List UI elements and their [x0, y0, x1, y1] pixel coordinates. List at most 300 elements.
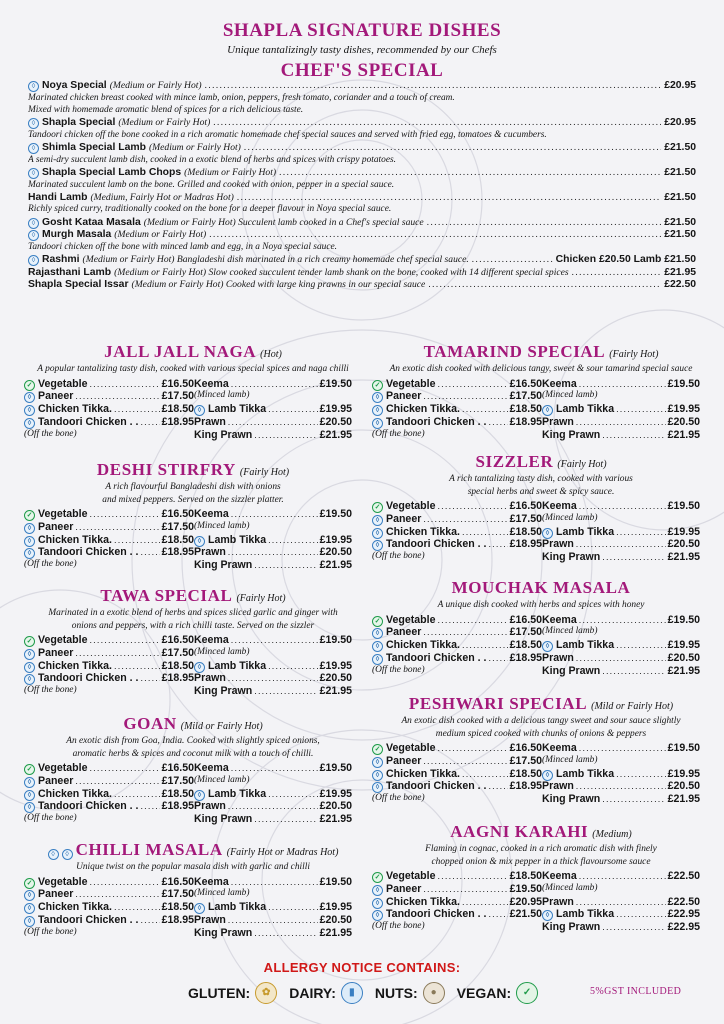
option-label: Keema — [542, 613, 577, 626]
leader-dots — [462, 640, 508, 650]
option-price: £17.50 — [509, 390, 542, 403]
menu-option-row — [24, 788, 194, 801]
leader-dots — [488, 539, 507, 549]
menu-option-row — [194, 914, 352, 927]
option-price: £16.50 — [161, 377, 194, 390]
option-label: King Prawn — [194, 428, 253, 441]
option-price: £18.95 — [161, 672, 194, 685]
option-label: Chicken Tikka. — [38, 403, 112, 416]
option-label: Tandoori Chicken . . — [38, 672, 139, 685]
option-label: Chicken Tikka. — [386, 525, 460, 538]
menu-option-row — [194, 416, 352, 429]
dish-price: £21.50 — [664, 216, 696, 228]
option-price: £22.50 — [667, 870, 700, 882]
option-price: £20.95 — [509, 895, 542, 908]
leader-dots — [572, 267, 662, 277]
option-price: £17.50 — [161, 888, 194, 901]
leader-dots — [213, 117, 661, 127]
leader-dots — [616, 769, 665, 779]
option-label: Tandoori Chicken . . — [38, 800, 139, 813]
dairy-icon: ◊ — [372, 418, 383, 429]
leader-dots — [268, 404, 317, 414]
option-price: £20.50 — [319, 672, 352, 685]
section-heading — [24, 342, 362, 362]
price-column-left — [24, 762, 194, 826]
chefs-special-heading: CHEF'S SPECIAL — [280, 60, 444, 81]
leader-dots — [462, 527, 508, 537]
option-label: Paneer — [386, 754, 422, 767]
leader-dots — [89, 877, 159, 887]
allergy-label: DAIRY: — [289, 985, 336, 1001]
menu-option-row — [372, 652, 542, 665]
option-price: £18.50 — [161, 901, 194, 914]
dairy-icon: ◊ — [194, 662, 205, 673]
leader-dots — [616, 640, 665, 650]
menu-option-row — [372, 403, 542, 416]
allergy-label: GLUTEN: — [188, 985, 251, 1001]
dairy-icon: ◊ — [194, 790, 205, 801]
dairy-icon: ▮ — [341, 982, 363, 1004]
section-heading — [24, 586, 362, 606]
menu-option-row — [194, 378, 352, 391]
leader-dots — [244, 142, 661, 152]
minced-lamb-note: (Minced lamb) — [194, 390, 250, 401]
dairy-icon: ◊ — [28, 118, 39, 129]
price-column-left — [372, 742, 542, 806]
dairy-icon: ◊ — [24, 418, 35, 429]
section-description — [24, 607, 362, 632]
leader-dots — [437, 379, 507, 389]
leader-dots — [254, 430, 317, 440]
dish-note: (Medium or Fairly Hot) Succulent lamb cooked in a Chef's special sauce — [143, 216, 424, 228]
option-label: King Prawn — [542, 793, 601, 806]
leader-dots — [579, 379, 666, 389]
leader-dots — [75, 391, 159, 401]
option-price: £21.95 — [319, 926, 352, 939]
menu-option-row — [24, 634, 194, 647]
minced-lamb-note: (Minced lamb) — [194, 646, 250, 657]
leader-dots — [602, 552, 665, 562]
option-label: Tandoori Chicken . . — [386, 908, 487, 921]
off-the-bone-note: (Off the bone) — [24, 685, 77, 696]
leader-dots — [140, 547, 159, 557]
leader-dots — [140, 915, 159, 925]
dairy-icon: ◊ — [24, 649, 35, 660]
off-the-bone-note: (Off the bone) — [372, 793, 425, 804]
option-label: Chicken Tikka. — [386, 639, 460, 652]
option-price: £19.95 — [319, 901, 352, 914]
description-line: special herbs and sweet & spicy sauce. — [467, 486, 615, 497]
menu-option-row — [542, 551, 700, 564]
description-line: and mixed peppers. Served on the sizzler platter. — [102, 494, 284, 505]
menu-option-row — [24, 800, 194, 813]
option-price: £20.50 — [667, 538, 700, 551]
option-price: £18.50 — [509, 639, 542, 652]
dairy-icon: ◊ — [194, 405, 205, 416]
leader-dots — [576, 539, 666, 549]
leader-dots — [423, 514, 507, 524]
option-label: King Prawn — [542, 428, 601, 441]
leader-dots — [602, 922, 665, 932]
dairy-icon: ◊ — [372, 528, 383, 539]
menu-option-row — [194, 672, 352, 685]
dish-description: Marinated succulent lamb on the bone. Grilled and cooked with onion, pepper in a special sauce. — [28, 179, 395, 190]
option-label: Keema — [542, 500, 577, 512]
menu-option-row — [542, 665, 700, 678]
leader-dots — [114, 535, 160, 545]
leader-dots — [579, 871, 666, 881]
option-price: £19.95 — [319, 403, 352, 416]
dish-price: £20.95 — [664, 80, 696, 91]
dairy-icon: ◊ — [194, 903, 205, 914]
gst-note: 5%GST INCLUDED — [590, 986, 682, 997]
price-grid — [24, 876, 362, 940]
option-label: Vegetable — [386, 870, 436, 882]
menu-option-row — [372, 513, 542, 526]
dish-note: (Medium or Fairly Hot) Slow cooked succulent tender lamb shank on the bone, cooked with 14 different special spices — [114, 266, 569, 278]
option-price: £19.50 — [319, 634, 352, 646]
option-price: £18.50 — [509, 403, 542, 416]
leader-dots — [423, 627, 507, 637]
off-the-bone-note: (Off the bone) — [24, 813, 77, 824]
description-line: A unique dish cooked with herbs and spices with honey — [437, 600, 645, 610]
section-name: PESHWARI SPECIAL — [408, 694, 588, 713]
section-tamarind-special — [372, 342, 710, 441]
dairy-icon: ◊ — [372, 885, 383, 896]
leader-dots — [488, 781, 507, 791]
option-label: Vegetable — [386, 377, 436, 390]
dairy-icon: ◊ — [24, 392, 35, 403]
option-label: Lamb Tikka — [556, 908, 615, 921]
option-price: £19.50 — [667, 613, 700, 626]
option-label: Keema — [194, 508, 229, 520]
page-title: SHAPLA SIGNATURE DISHES — [222, 20, 502, 41]
leader-dots — [437, 615, 507, 625]
section-heat: (Medium) — [592, 829, 632, 840]
option-price: £17.50 — [161, 520, 194, 533]
option-price: £16.50 — [161, 875, 194, 888]
vegan-icon: ✓ — [516, 982, 538, 1004]
option-price: £18.95 — [161, 415, 194, 428]
option-label: Keema — [194, 634, 229, 646]
off-the-bone-note: (Off the bone) — [372, 551, 425, 562]
description-line: A popular tantalizing tasty dish, cooked with various special spices and naga chilli — [37, 364, 349, 374]
option-price: £18.50 — [161, 787, 194, 800]
dairy-icon: ◊ — [372, 628, 383, 639]
menu-option-row — [542, 793, 700, 806]
description-line: Marinated in a exotic blend of herbs and spices sliced garlic and ginger with — [48, 608, 338, 618]
dairy-icon: ◊ — [48, 849, 59, 860]
leader-dots — [209, 229, 661, 239]
vegan-icon: ✓ — [24, 510, 35, 521]
section-name: SIZZLER — [475, 452, 554, 471]
section-heat: (Fairly Hot) — [239, 467, 290, 478]
option-price: £16.50 — [161, 634, 194, 646]
dairy-icon: ◊ — [24, 674, 35, 685]
leader-dots — [423, 391, 507, 401]
off-the-bone-note: (Off the bone) — [372, 921, 425, 932]
menu-option-row — [194, 813, 352, 826]
dish-price: £21.50 — [664, 166, 696, 178]
section-heading — [372, 578, 710, 598]
dairy-icon: ◊ — [28, 255, 39, 266]
section-heat: (Fairly Hot) — [236, 593, 286, 604]
leader-dots — [89, 635, 159, 645]
vegan-icon: ✓ — [372, 380, 383, 391]
option-price: £18.50 — [161, 533, 194, 546]
option-label: Lamb Tikka — [556, 525, 615, 538]
leader-dots — [488, 417, 507, 427]
leader-dots — [114, 661, 160, 671]
option-price: £19.95 — [667, 403, 700, 416]
leader-dots — [231, 379, 318, 389]
signature-dish-row — [28, 117, 696, 130]
option-label: Vegetable — [386, 613, 436, 626]
minced-lamb-note: (Minced lamb) — [194, 774, 250, 785]
price-grid — [372, 378, 710, 442]
leader-dots — [427, 217, 662, 227]
dairy-icon: ◊ — [24, 777, 35, 788]
option-label: Chicken Tikka. — [38, 659, 112, 672]
leader-dots — [428, 279, 661, 289]
option-price: £21.95 — [319, 559, 352, 572]
signature-dish-row — [28, 254, 696, 267]
section-goan — [24, 714, 362, 826]
menu-option-row — [194, 534, 352, 547]
description-line: A rich flavourful Bangladeshi dish with onions — [105, 482, 281, 492]
leader-dots — [602, 666, 665, 676]
leader-dots — [616, 404, 665, 414]
dairy-icon: ◊ — [24, 890, 35, 901]
leader-dots — [579, 501, 666, 511]
menu-option-row — [24, 901, 194, 914]
dairy-icon: ◊ — [24, 548, 35, 559]
price-column-right — [542, 742, 700, 806]
option-price: £18.50 — [161, 659, 194, 672]
leader-dots — [231, 509, 318, 519]
description-line: medium spiced cooked with chunks of onions & peppers — [435, 728, 647, 739]
dairy-icon: ◊ — [62, 849, 73, 860]
leader-dots — [254, 928, 317, 938]
menu-option-row — [194, 901, 352, 914]
dish-name: Shapla Special Issar — [28, 279, 129, 291]
leader-dots — [472, 254, 553, 264]
menu-option-row — [542, 742, 700, 755]
section-description — [24, 481, 362, 506]
dairy-icon: ◊ — [28, 218, 39, 229]
description-line: Unique twist on the popular masala dish with garlic and chilli — [76, 862, 310, 872]
section-heat: (Fairly Hot or Madras Hot) — [226, 847, 339, 858]
leader-dots — [114, 902, 160, 912]
section-tawa-special — [24, 586, 362, 698]
menu-option-row — [194, 508, 352, 521]
option-label: King Prawn — [194, 685, 253, 698]
option-price: £19.95 — [667, 767, 700, 780]
menu-option-row — [24, 775, 194, 788]
dairy-icon: ◊ — [542, 641, 553, 652]
price-column-right — [194, 634, 352, 698]
dairy-icon: ◊ — [542, 528, 553, 539]
leader-dots — [616, 527, 665, 537]
leader-dots — [437, 871, 507, 881]
leader-dots — [279, 167, 661, 177]
option-price: £18.50 — [509, 870, 542, 882]
option-price: £20.50 — [319, 415, 352, 428]
menu-option-row — [542, 403, 700, 416]
section-heading — [372, 694, 710, 714]
dairy-icon: ◊ — [542, 770, 553, 781]
option-price: £17.50 — [161, 774, 194, 787]
vegan-icon: ✓ — [24, 878, 35, 889]
price-column-left — [372, 378, 542, 442]
leader-dots — [254, 560, 317, 570]
dairy-icon: ◊ — [24, 802, 35, 813]
menu-option-row — [542, 908, 700, 921]
leader-dots — [75, 648, 159, 658]
nuts-icon: ● — [423, 982, 445, 1004]
dish-price: £21.50 — [664, 142, 696, 154]
leader-dots — [89, 509, 159, 519]
dish-note: (Medium or Fairly Hot) — [148, 142, 241, 154]
leader-dots — [75, 522, 159, 532]
section-name: DESHI STIRFRY — [96, 460, 236, 479]
leader-dots — [140, 801, 159, 811]
minced-lamb-note: (Minced lamb) — [542, 626, 598, 637]
option-label: Vegetable — [38, 634, 88, 646]
section-heat: (Mild or Fairly Hot) — [591, 701, 674, 712]
option-price: £19.50 — [509, 882, 542, 895]
dish-description: Tandoori chicken off the bone cooked in a rich aromatic homemade chef special sauces and served with fried egg, tomatoes & cucumbers. — [28, 129, 547, 140]
option-price: £18.95 — [509, 538, 542, 551]
section-name: JALL JALL NAGA — [104, 342, 257, 361]
leader-dots — [268, 661, 317, 671]
dairy-icon: ◊ — [24, 536, 35, 547]
price-column-right — [194, 508, 352, 572]
option-price: £20.50 — [667, 651, 700, 664]
option-price: £17.50 — [509, 626, 542, 639]
menu-option-row — [542, 921, 700, 934]
section-description — [372, 599, 710, 612]
section-jall-jall-naga — [24, 342, 362, 441]
menu-option-row — [24, 546, 194, 559]
option-label: King Prawn — [542, 551, 601, 564]
dish-name: Rajasthani Lamb — [28, 266, 112, 278]
dairy-icon: ◊ — [24, 523, 35, 534]
price-grid — [372, 742, 710, 806]
option-label: Vegetable — [38, 875, 88, 888]
menu-option-row — [194, 559, 352, 572]
section-description — [372, 473, 710, 498]
option-price: £16.50 — [161, 508, 194, 520]
price-grid — [372, 500, 710, 564]
dairy-icon: ◊ — [28, 81, 39, 92]
minced-lamb-note: (Minced lamb) — [542, 882, 598, 893]
option-price: £21.50 — [509, 908, 542, 921]
option-label: Tandoori Chicken . . — [386, 651, 487, 664]
section-description — [372, 363, 710, 376]
option-label: Tandoori Chicken . . — [386, 538, 487, 551]
option-label: Paneer — [38, 888, 74, 901]
vegan-icon: ✓ — [372, 616, 383, 627]
section-aagni-karahi — [372, 822, 710, 934]
menu-option-row — [194, 634, 352, 647]
option-label: Chicken Tikka. — [386, 403, 460, 416]
menu-option-row — [542, 780, 700, 793]
dairy-icon: ◊ — [372, 898, 383, 909]
minced-lamb-note: (Minced lamb) — [194, 520, 250, 531]
option-price: £19.95 — [667, 525, 700, 538]
description-line: aromatic herbs & spices and coconut milk with a touch of chilli. — [72, 748, 314, 759]
dairy-icon: ◊ — [194, 536, 205, 547]
dish-name: Handi Lamb — [28, 191, 88, 203]
menu-option-row — [542, 378, 700, 391]
option-label: Prawn — [542, 895, 574, 908]
leader-dots — [437, 501, 507, 511]
leader-dots — [140, 673, 159, 683]
leader-dots — [228, 547, 318, 557]
option-label: Lamb Tikka — [208, 659, 267, 672]
section-name: TAMARIND SPECIAL — [423, 342, 606, 361]
option-price: £21.95 — [667, 664, 700, 677]
dairy-icon: ◊ — [372, 405, 383, 416]
off-the-bone-note: (Off the bone) — [372, 664, 425, 675]
option-price: £17.50 — [509, 512, 542, 525]
option-price: £21.95 — [319, 428, 352, 441]
option-price: £19.50 — [319, 875, 352, 888]
minced-lamb-note: (Minced lamb) — [542, 512, 598, 523]
leader-dots — [89, 379, 159, 389]
leader-dots — [254, 686, 317, 696]
section-heat: (Mild or Fairly Hot) — [180, 721, 263, 732]
option-label: Vegetable — [38, 762, 88, 774]
section-heading — [24, 840, 362, 860]
section-heading — [372, 342, 710, 362]
menu-option-row — [24, 914, 194, 927]
price-column-right — [542, 500, 700, 564]
leader-dots — [231, 763, 318, 773]
leader-dots — [75, 776, 159, 786]
menu-option-row — [372, 639, 542, 652]
menu-option-row — [194, 762, 352, 775]
dairy-icon: ◊ — [372, 910, 383, 921]
signature-dish-row — [28, 80, 696, 93]
section-heading — [24, 714, 362, 734]
option-label: Prawn — [194, 800, 226, 813]
menu-option-row — [372, 742, 542, 755]
dairy-icon: ◊ — [542, 910, 553, 921]
leader-dots — [576, 781, 666, 791]
option-price: £18.50 — [161, 403, 194, 416]
leader-dots — [268, 902, 317, 912]
option-label: King Prawn — [542, 921, 601, 934]
menu-option-row — [24, 660, 194, 673]
section-heat: (Fairly Hot) — [557, 459, 607, 470]
section-description — [24, 735, 362, 760]
leader-dots — [114, 789, 160, 799]
section-name: TAWA SPECIAL — [100, 586, 233, 605]
dairy-icon: ◊ — [542, 405, 553, 416]
leader-dots — [228, 417, 318, 427]
option-label: Chicken Tikka. — [38, 533, 112, 546]
option-label: Chicken Tikka. — [38, 901, 112, 914]
menu-option-row — [194, 788, 352, 801]
option-label: Lamb Tikka — [556, 767, 615, 780]
menu-option-row — [194, 876, 352, 889]
signature-dish-row — [28, 192, 696, 205]
leader-dots — [576, 653, 666, 663]
dish-price: £21.50 — [664, 229, 696, 241]
menu-option-row — [194, 800, 352, 813]
